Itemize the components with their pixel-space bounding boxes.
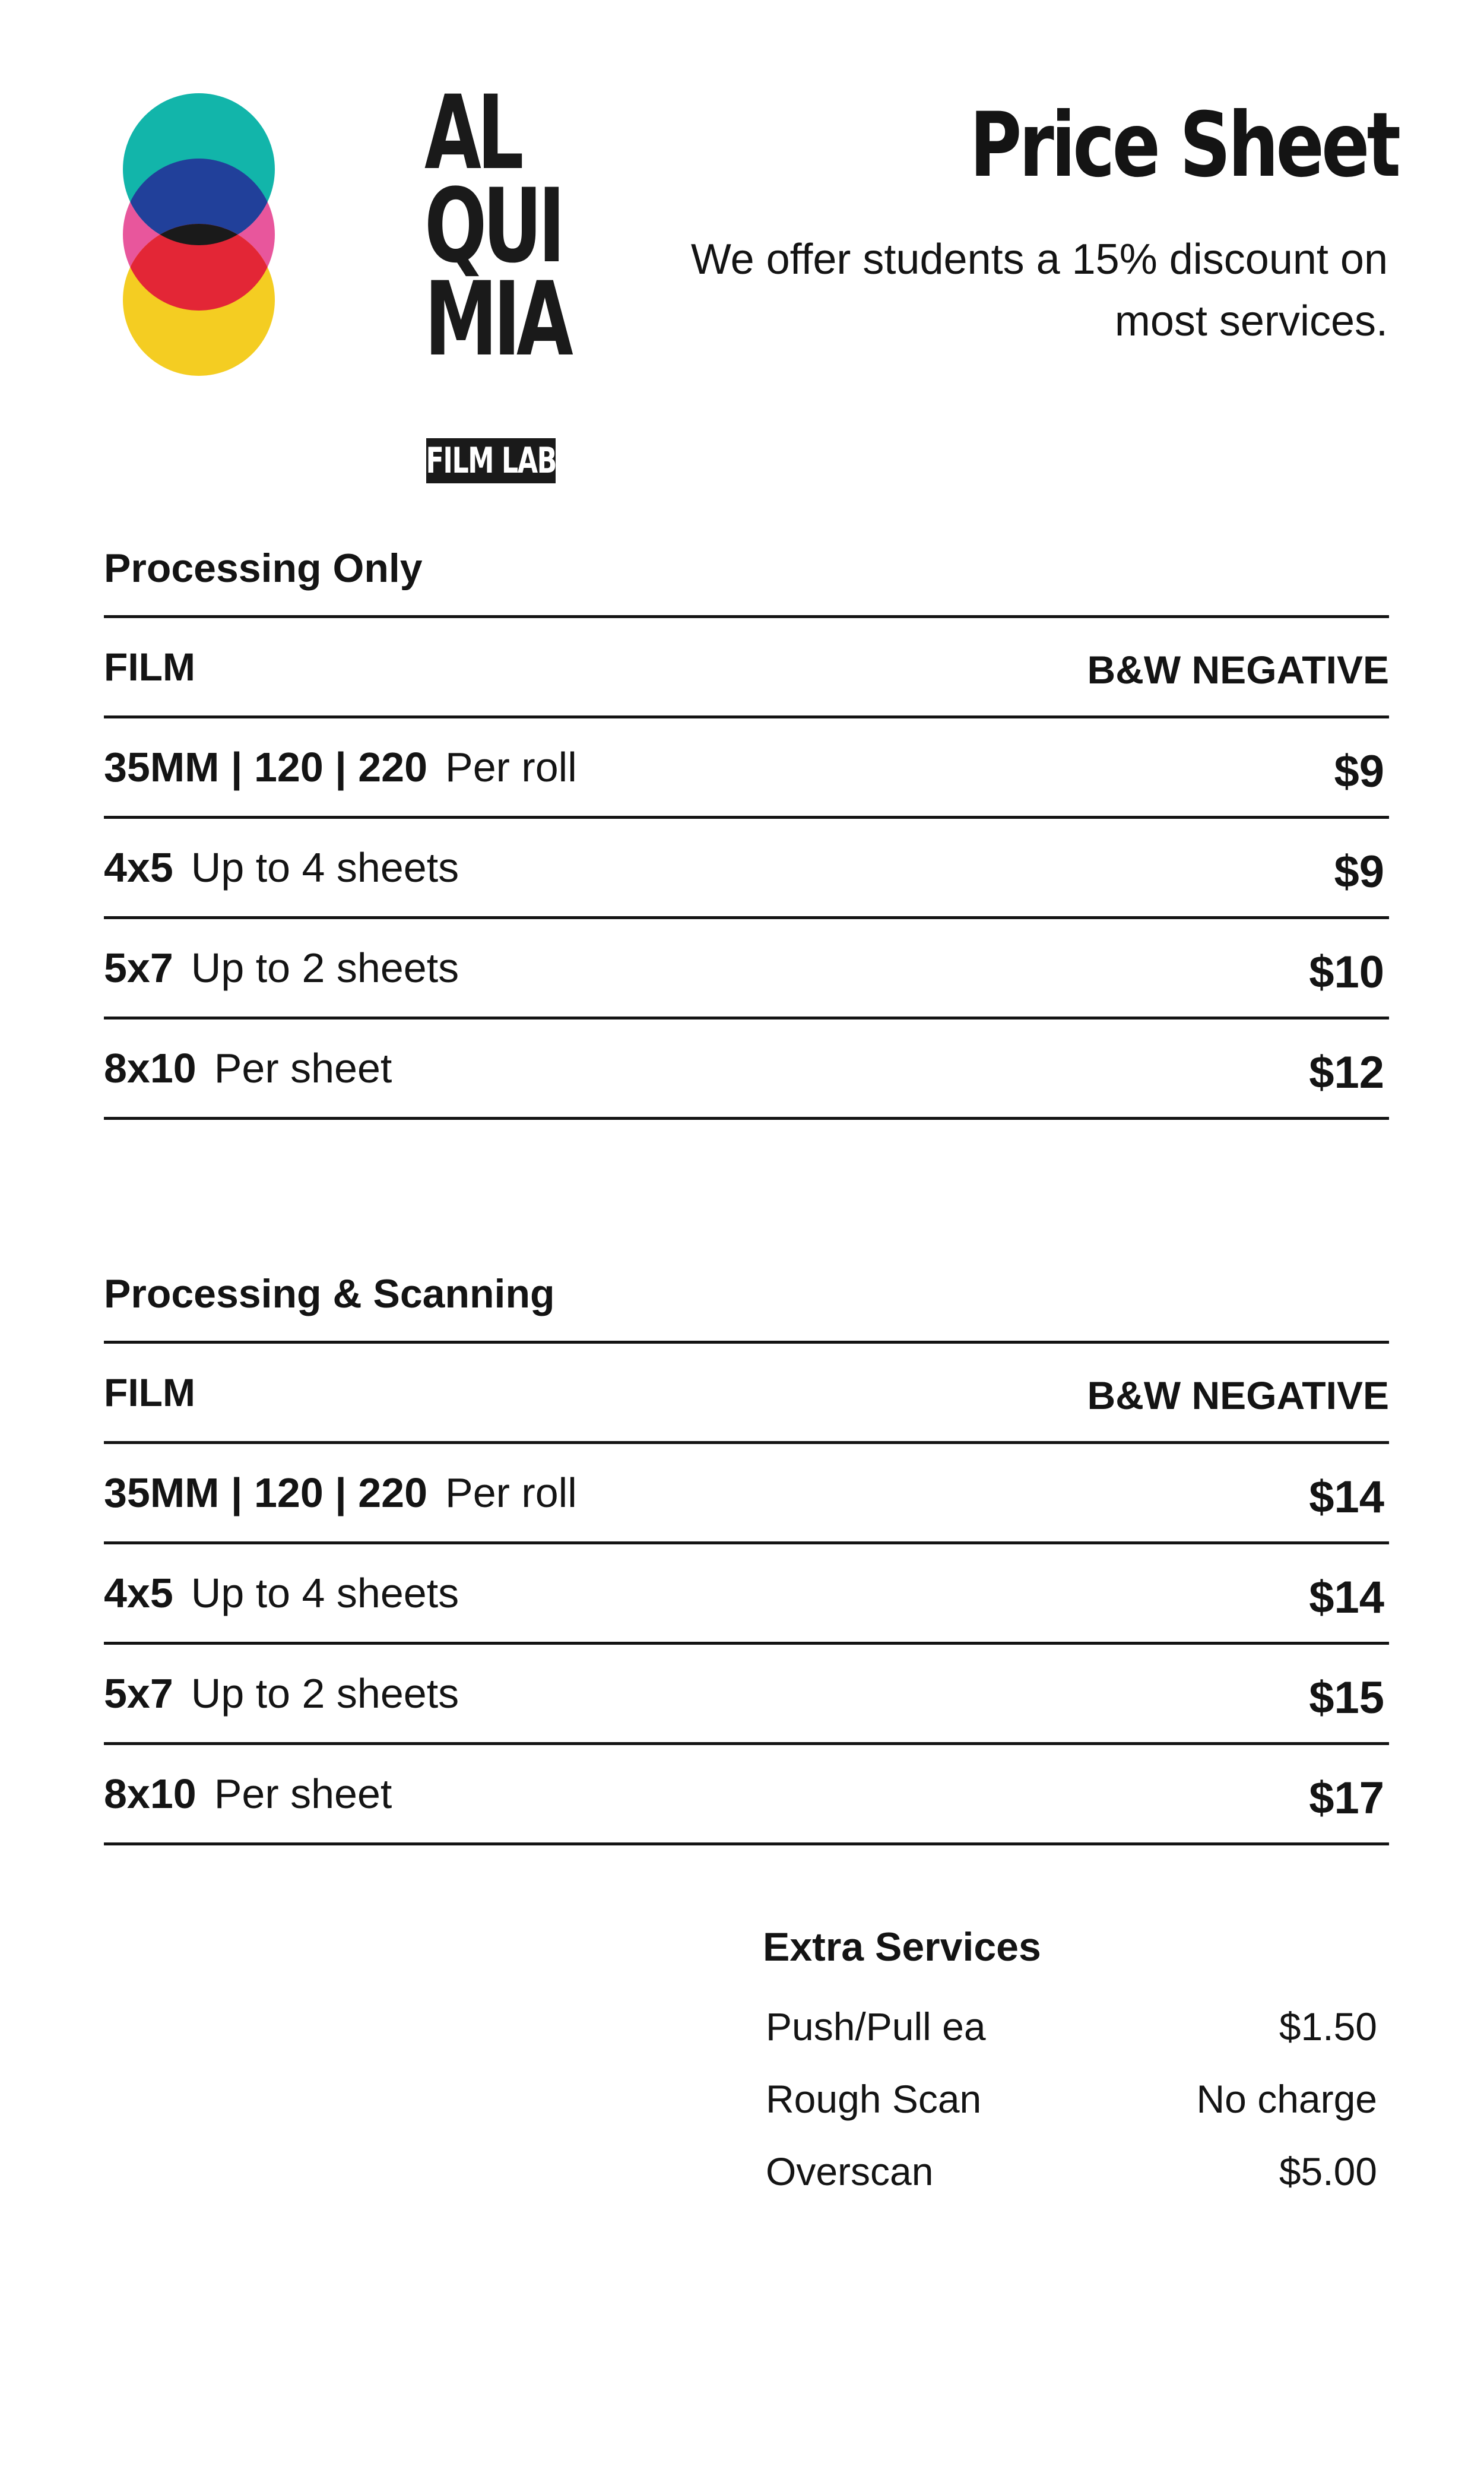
section-title-extra-services: Extra Services (763, 1924, 1041, 1970)
extra-service-price: No charge (1196, 2077, 1377, 2121)
discount-note-line2: most services. (1114, 297, 1388, 345)
film-size: 4x5 (104, 1570, 173, 1616)
table-row (104, 1745, 1389, 1845)
discount-note-line1: We offer students a 15% discount on (690, 236, 1388, 283)
processing-scanning-table (104, 1341, 1389, 1845)
film-unit: Per sheet (214, 1045, 392, 1091)
film-size: 4x5 (104, 844, 173, 891)
logo-word-3: MIA (424, 259, 569, 379)
extra-service-label: Overscan (766, 2149, 934, 2193)
film-size: 5x7 (104, 1670, 173, 1717)
film-size: 5x7 (104, 945, 173, 991)
film-size: 35MM | 120 | 220 (104, 1470, 428, 1516)
section-title-processing-scanning: Processing & Scanning (104, 1271, 555, 1316)
list-item (766, 2004, 1377, 2076)
table-row (104, 1544, 1389, 1645)
table-header-row (104, 1344, 1389, 1444)
table-row (104, 1645, 1389, 1745)
film-unit: Up to 4 sheets (191, 844, 459, 891)
price: $14 (1309, 1471, 1384, 1522)
col-header-film: FILM (104, 645, 195, 689)
table-header-row (104, 618, 1389, 718)
table-row (104, 819, 1389, 919)
price: $15 (1309, 1672, 1384, 1723)
price: $9 (1334, 746, 1384, 797)
extra-service-price: $5.00 (1279, 2149, 1377, 2193)
table-row (104, 1444, 1389, 1544)
film-unit: Per sheet (214, 1771, 392, 1817)
section-title-processing-only: Processing Only (104, 546, 423, 591)
price: $10 (1309, 946, 1384, 998)
color-circles-icon (122, 98, 288, 407)
list-item (766, 2076, 1377, 2149)
logo-word-1: AL (424, 73, 520, 192)
extra-service-label: Push/Pull ea (766, 2005, 986, 2048)
price: $14 (1309, 1572, 1384, 1623)
film-unit: Up to 2 sheets (191, 945, 459, 991)
col-header-film: FILM (104, 1370, 195, 1414)
price: $9 (1334, 846, 1384, 897)
processing-only-table (104, 615, 1389, 1120)
table-row (104, 718, 1389, 819)
discount-note (676, 229, 1388, 352)
brand-logo (122, 73, 569, 482)
film-unit: Per roll (445, 744, 577, 790)
price: $12 (1309, 1047, 1384, 1098)
film-size: 8x10 (104, 1045, 196, 1091)
table-row (104, 1019, 1389, 1120)
extra-service-price: $1.50 (1279, 2005, 1377, 2048)
logo-word-2: QUI (424, 166, 562, 286)
logo-badge (426, 438, 556, 483)
film-size: 8x10 (104, 1771, 196, 1817)
price: $17 (1309, 1772, 1384, 1823)
extra-service-label: Rough Scan (766, 2077, 982, 2121)
table-row (104, 919, 1389, 1019)
col-header-bw-negative: B&W NEGATIVE (1087, 648, 1389, 692)
list-item (766, 2149, 1377, 2221)
extra-services-list (766, 2004, 1377, 2221)
logo-badge-text: FILM LAB (426, 440, 556, 482)
page-title: Price Sheet (969, 94, 1398, 197)
film-size: 35MM | 120 | 220 (104, 744, 428, 790)
film-unit: Up to 2 sheets (191, 1670, 459, 1717)
film-unit: Up to 4 sheets (191, 1570, 459, 1616)
col-header-bw-negative: B&W NEGATIVE (1087, 1373, 1389, 1417)
film-unit: Per roll (445, 1470, 577, 1516)
